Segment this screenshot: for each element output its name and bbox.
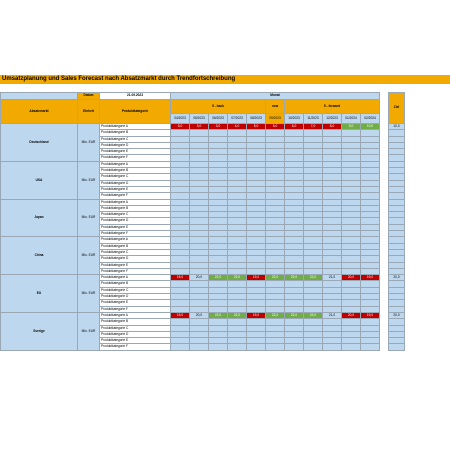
value-cell[interactable] [190, 344, 209, 350]
category-cell[interactable]: Produktkategorie E [100, 224, 171, 230]
category-cell[interactable]: Produktkategorie F [100, 306, 171, 312]
spreadsheet [0, 75, 450, 375]
unit-label: Mio. EUR [78, 199, 100, 237]
value-cell[interactable] [171, 344, 190, 350]
ziel-cell[interactable]: 20,0 [389, 312, 405, 318]
value-cell[interactable]: 19,0 [361, 275, 380, 281]
category-cell[interactable]: Produktkategorie C [100, 174, 171, 180]
monat-header: Monat [171, 93, 380, 100]
category-cell[interactable]: Produktkategorie D [100, 142, 171, 148]
value-cell[interactable] [342, 344, 361, 350]
category-cell[interactable]: Produktkategorie D [100, 256, 171, 262]
absatzmarkt-header: Absatzmarkt [1, 100, 78, 124]
category-cell[interactable]: Produktkategorie F [100, 155, 171, 161]
value-cell[interactable]: 22,0 [228, 312, 247, 318]
market-name: USA [1, 161, 78, 199]
value-cell[interactable]: 19,0 [171, 275, 190, 281]
value-cell[interactable]: 20,0 [190, 275, 209, 281]
value-cell[interactable]: 4,0 [228, 124, 247, 130]
category-cell[interactable]: Produktkategorie D [100, 180, 171, 186]
forward-header: 5 - forward [285, 100, 380, 114]
month-header: 09/2023 [266, 114, 285, 124]
category-cell[interactable]: Produktkategorie B [100, 168, 171, 174]
value-cell[interactable] [228, 344, 247, 350]
market-name: Japan [1, 199, 78, 237]
produktkategorie-header: Produktkategorie [100, 100, 171, 124]
category-cell[interactable]: Produktkategorie F [100, 268, 171, 274]
category-cell[interactable]: Produktkategorie F [100, 231, 171, 237]
category-cell[interactable]: Produktkategorie E [100, 149, 171, 155]
value-cell[interactable]: 22,0 [266, 275, 285, 281]
market-name: EU [1, 275, 78, 313]
value-cell[interactable] [304, 344, 323, 350]
value-cell[interactable] [361, 344, 380, 350]
unit-label: Mio. EUR [78, 237, 100, 275]
value-cell[interactable]: 20,0 [342, 312, 361, 318]
value-cell[interactable]: 22,0 [209, 312, 228, 318]
category-cell[interactable]: Produktkategorie A [100, 237, 171, 243]
datum-value[interactable]: 21.09.2023 [100, 93, 171, 100]
back-header: 5 - back [171, 100, 266, 114]
market-name: China [1, 237, 78, 275]
value-cell[interactable]: 21,0 [323, 312, 342, 318]
value-cell[interactable]: 22,0 [304, 312, 323, 318]
value-cell[interactable]: 8,0 [323, 124, 342, 130]
category-cell[interactable]: Produktkategorie A [100, 275, 171, 281]
category-cell[interactable]: Produktkategorie F [100, 193, 171, 199]
value-cell[interactable]: 7,0 [304, 124, 323, 130]
category-cell[interactable]: Produktkategorie A [100, 199, 171, 205]
unit-label: Mio. EUR [78, 161, 100, 199]
value-cell[interactable]: 5,0 [247, 124, 266, 130]
value-cell[interactable] [209, 344, 228, 350]
month-header: 02/2024 [361, 114, 380, 124]
value-cell[interactable]: 19,0 [171, 312, 190, 318]
value-cell[interactable]: 10,0 [361, 124, 380, 130]
month-header: 04/2023 [171, 114, 190, 124]
category-cell[interactable]: Produktkategorie B [100, 319, 171, 325]
now-header: now [266, 100, 285, 114]
value-cell[interactable]: 5,0 [266, 124, 285, 130]
category-cell[interactable]: Produktkategorie A [100, 312, 171, 318]
value-cell[interactable]: 21,0 [323, 275, 342, 281]
unit-label: Mio. EUR [78, 312, 100, 350]
value-cell[interactable] [323, 344, 342, 350]
ziel-cell[interactable]: 10,0 [389, 124, 405, 130]
month-header: 12/2023 [323, 114, 342, 124]
ziel-cell[interactable] [389, 344, 405, 350]
value-cell[interactable]: 3,0 [190, 124, 209, 130]
ziel-cell[interactable]: 20,0 [389, 275, 405, 281]
forecast-table [0, 92, 410, 351]
value-cell[interactable]: 22,0 [209, 275, 228, 281]
ziel-header: Ziel [389, 93, 405, 124]
value-cell[interactable]: 20,0 [190, 312, 209, 318]
value-cell[interactable]: 22,0 [228, 275, 247, 281]
category-cell[interactable]: Produktkategorie D [100, 294, 171, 300]
category-cell[interactable]: Produktkategorie B [100, 281, 171, 287]
category-cell[interactable]: Produktkategorie E [100, 300, 171, 306]
value-cell[interactable]: 22,0 [285, 275, 304, 281]
datum-label: Datum [78, 93, 100, 100]
value-cell[interactable]: 3,0 [209, 124, 228, 130]
category-cell[interactable]: Produktkategorie C [100, 325, 171, 331]
category-cell[interactable]: Produktkategorie C [100, 136, 171, 142]
category-cell[interactable]: Produktkategorie E [100, 186, 171, 192]
category-cell[interactable]: Produktkategorie B [100, 243, 171, 249]
category-cell[interactable]: Produktkategorie B [100, 205, 171, 211]
value-cell[interactable]: 6,0 [285, 124, 304, 130]
value-cell[interactable]: 19,0 [247, 312, 266, 318]
market-name: Deutschland [1, 124, 78, 162]
market-name: Sverige [1, 312, 78, 350]
sheet-title: Umsatzplanung und Sales Forecast nach Absatzmarkt durch Trendfortschreibung [0, 75, 450, 84]
value-cell[interactable] [285, 344, 304, 350]
category-cell[interactable]: Produktkategorie C [100, 249, 171, 255]
category-cell[interactable]: Produktkategorie C [100, 212, 171, 218]
month-header: 05/2023 [190, 114, 209, 124]
unit-label: Mio. EUR [78, 124, 100, 162]
value-cell[interactable] [247, 344, 266, 350]
month-header: 07/2023 [228, 114, 247, 124]
month-header: 01/2024 [342, 114, 361, 124]
value-cell[interactable]: 22,0 [304, 275, 323, 281]
category-cell[interactable]: Produktkategorie E [100, 262, 171, 268]
value-cell[interactable]: 19,0 [361, 312, 380, 318]
category-cell[interactable]: Produktkategorie D [100, 218, 171, 224]
category-cell[interactable]: Produktkategorie B [100, 130, 171, 136]
value-cell[interactable]: 22,0 [266, 312, 285, 318]
value-cell[interactable]: 9,0 [342, 124, 361, 130]
unit-label: Mio. EUR [78, 275, 100, 313]
value-cell[interactable]: 22,0 [285, 312, 304, 318]
einheit-header: Einheit [78, 100, 100, 124]
category-cell[interactable]: Produktkategorie A [100, 161, 171, 167]
value-cell[interactable] [266, 344, 285, 350]
month-header: 06/2023 [209, 114, 228, 124]
month-header: 08/2023 [247, 114, 266, 124]
month-header: 10/2023 [285, 114, 304, 124]
category-cell[interactable]: Produktkategorie C [100, 287, 171, 293]
category-cell[interactable]: Produktkategorie A [100, 124, 171, 130]
category-cell[interactable]: Produktkategorie D [100, 331, 171, 337]
value-cell[interactable]: 5,0 [171, 124, 190, 130]
value-cell[interactable]: 19,0 [247, 275, 266, 281]
category-cell[interactable]: Produktkategorie F [100, 344, 171, 350]
category-cell[interactable]: Produktkategorie E [100, 338, 171, 344]
month-header: 11/2023 [304, 114, 323, 124]
value-cell[interactable]: 20,0 [342, 275, 361, 281]
